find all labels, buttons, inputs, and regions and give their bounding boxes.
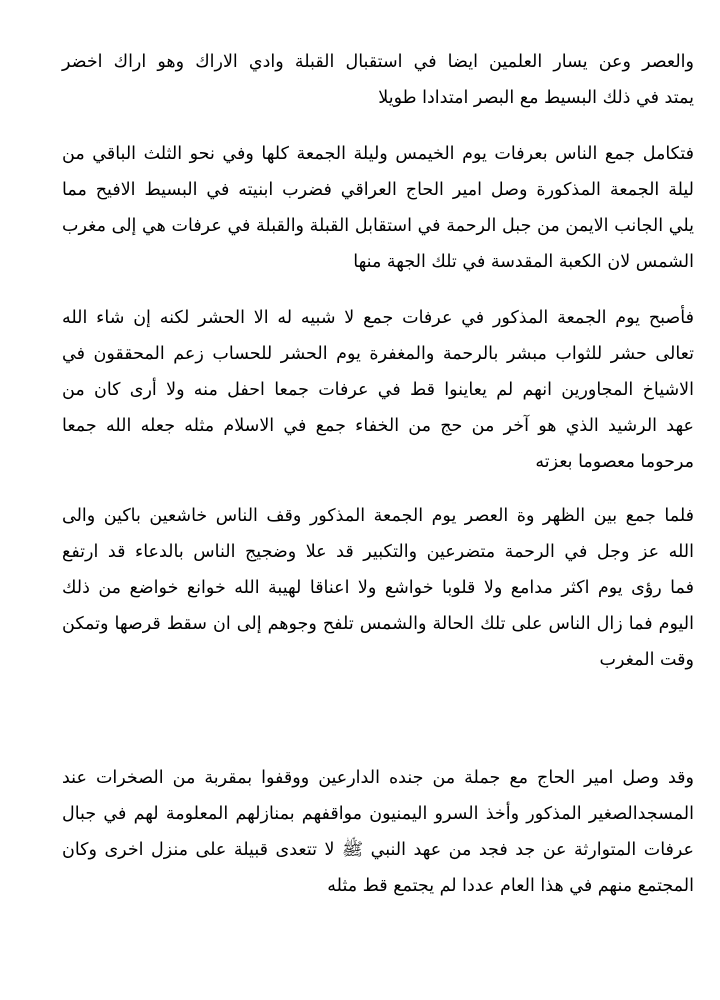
text-line: المسجدالصغير المذكور وأخذ السرو اليمنيون مواقفهم بمنازلهم المعلومة لهم في جبال xyxy=(62,804,694,824)
text-line: فتكامل جمع الناس بعرفات يوم الخيمس وليلة الجمعة كلها وفي نحو الثلث الباقي من xyxy=(62,144,694,164)
text-line: المجتمع منهم في هذا العام عددا لم يجتمع قط مثله xyxy=(327,876,694,896)
paragraph-1 xyxy=(62,44,694,116)
text-line: مرحوما معصوما بعزته xyxy=(535,452,694,472)
paragraph-5 xyxy=(62,760,694,904)
text-line: تعالى حشر للثواب مبشر بالرحمة والمغفرة يوم الحشر للحساب زعم المحققون في xyxy=(62,344,694,364)
text-line: يمتد في ذلك البسيط مع البصر امتدادا طويلا xyxy=(378,88,694,108)
text-line: ليلة الجمعة المذكورة وصل امير الحاج العراقي فضرب ابنيته في البسيط الافيح مما xyxy=(62,180,694,200)
text-line: فلما جمع بين الظهر وة العصر يوم الجمعة المذكور وقف الناس خاشعين باكين والى xyxy=(62,506,694,526)
text-line: وقت المغرب xyxy=(599,650,694,670)
text-line: الاشياخ المجاورين انهم لم يعاينوا قط في عرفات جمعا احفل منه ولا أرى كان من xyxy=(62,380,694,400)
paragraph-3 xyxy=(62,300,694,480)
text-line: والعصر وعن يسار العلمين ايضا في استقبال القبلة وادي الاراك وهو اراك اخضر xyxy=(62,52,694,72)
text-line: وقد وصل امير الحاج مع جملة من جنده الدارعين ووقفوا بمقربة من الصخرات عند xyxy=(62,768,694,788)
paragraph-4 xyxy=(62,498,694,678)
text-line: فما رؤى يوم اكثر مدامع ولا قلوبا خواشع ولا اعناقا لهيبة الله خوانع خواضع من ذلك xyxy=(62,578,694,598)
text-line: فأصبح يوم الجمعة المذكور في عرفات جمع لا شبيه له الا الحشر لكنه إن شاء الله xyxy=(62,308,694,328)
text-line: عهد الرشيد الذي هو آخر من حج من الخفاء جمع في الاسلام مثله جعله الله جمعا xyxy=(62,416,694,436)
text-line: الشمس لان الكعبة المقدسة في تلك الجهة منها xyxy=(353,252,694,272)
text-line: الله عز وجل في الرحمة متضرعين والتكبير قد علا وضجيج الناس بالدعاء قد ارتفع xyxy=(62,542,694,562)
text-line: عرفات المتوارثة عن جد فجد من عهد النبي ﷺ لا تتعدى قبيلة على منزل اخرى وكان xyxy=(62,840,694,860)
paragraph-2 xyxy=(62,136,694,280)
text-line: يلي الجانب الايمن من جبل الرحمة في استقابل القبلة والقبلة في عرفات هي إلى مغرب xyxy=(62,216,694,236)
document-page xyxy=(62,44,694,904)
text-line: اليوم فما زال الناس على تلك الحالة والشمس تلفح وجوهم إلى ان سقط قرصها وتمكن xyxy=(62,614,694,634)
